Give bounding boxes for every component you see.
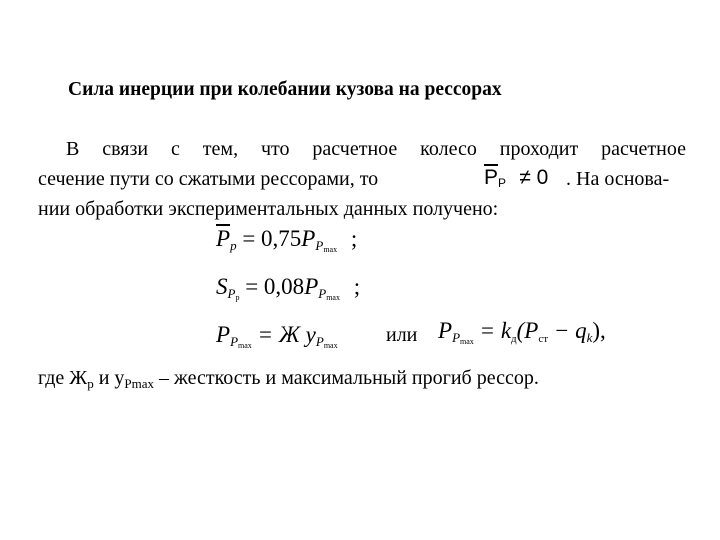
formula-1-lhs: $\overline{P}$ — [216, 226, 231, 251]
formula-3b-k-sub: д — [511, 333, 517, 345]
formula-3-connector: или — [386, 324, 418, 346]
formula-3b-p-sub: ст — [538, 333, 549, 345]
formula-1 — [216, 226, 357, 254]
paragraph-line-1: В связи с тем, что расчетное колесо проходит расчетное — [66, 138, 686, 160]
paragraph — [38, 134, 686, 230]
formula-3b-p: (P — [516, 318, 539, 343]
formula-3b-q: − q — [553, 318, 587, 343]
formula-2-coef: = 0,08 — [245, 274, 305, 299]
formula-3-lhs-subsub: max — [238, 341, 252, 350]
formula-1-rhs-sub: P — [315, 238, 324, 253]
formula-3b-end: ), — [592, 318, 606, 343]
formula-1-lhs-sub: p — [230, 238, 237, 253]
inline-formula-relation: ≠ 0 — [519, 166, 549, 189]
formula-2-rhs-subsub: max — [326, 293, 340, 302]
formula-3-lhs-sub: P — [230, 334, 239, 349]
paragraph-line-2-end: . На основа- — [566, 168, 670, 190]
formula-1-rhs-subsub: max — [323, 245, 338, 254]
footer-text-mid: и у — [93, 367, 125, 389]
inline-formula-sub: P — [498, 176, 507, 190]
footer-y-sub: Pmax — [124, 376, 155, 391]
footer-text-end: – жесткость и максимальный прогиб рессор. — [154, 367, 539, 389]
formula-2 — [216, 274, 360, 302]
inline-formula-symbol: $\overline{P}$ — [484, 166, 499, 189]
formula-3-lhs: P — [216, 322, 231, 347]
formula-3-y: y — [305, 322, 316, 347]
slide-title: Сила инерции при колебании кузова на рессорах — [68, 79, 502, 100]
formula-1-end: ; — [350, 226, 358, 251]
formula-3 — [216, 322, 338, 350]
formula-3b-lhs-sub: P — [452, 330, 461, 345]
paragraph-line-2-text: сечение пути со сжатыми рессорами, то — [38, 168, 379, 190]
footer-zh-sub: р — [87, 376, 94, 391]
formula-3-zh: = Ж — [257, 322, 300, 347]
formula-3b-q-sub: k — [586, 330, 593, 345]
formula-3b-lhs-subsub: max — [460, 337, 474, 346]
formula-3b-lhs: P — [438, 318, 453, 343]
footer-text-start: где Ж — [38, 367, 88, 389]
formula-1-coef: = 0,75 — [242, 226, 302, 251]
inline-formula — [484, 162, 548, 198]
formula-3b — [438, 318, 606, 346]
formula-3-y-subsub: max — [323, 341, 338, 350]
formula-2-rhs-sub: P — [318, 286, 327, 301]
formula-3-y-sub: P — [315, 334, 324, 349]
formula-3b-k: = k — [479, 318, 512, 343]
paragraph-line-3: нии обработки экспериментальных данных получено: — [38, 198, 499, 220]
paragraph-line-2 — [38, 164, 686, 194]
formula-2-lhs-sub: P — [227, 286, 236, 301]
formula-2-rhs: P — [304, 274, 319, 299]
formula-2-lhs: S — [216, 274, 228, 299]
formula-2-end: ; — [353, 274, 361, 299]
footer-text — [38, 367, 539, 392]
formula-2-lhs-subsub: p — [235, 293, 240, 302]
formula-1-rhs: P — [301, 226, 316, 251]
